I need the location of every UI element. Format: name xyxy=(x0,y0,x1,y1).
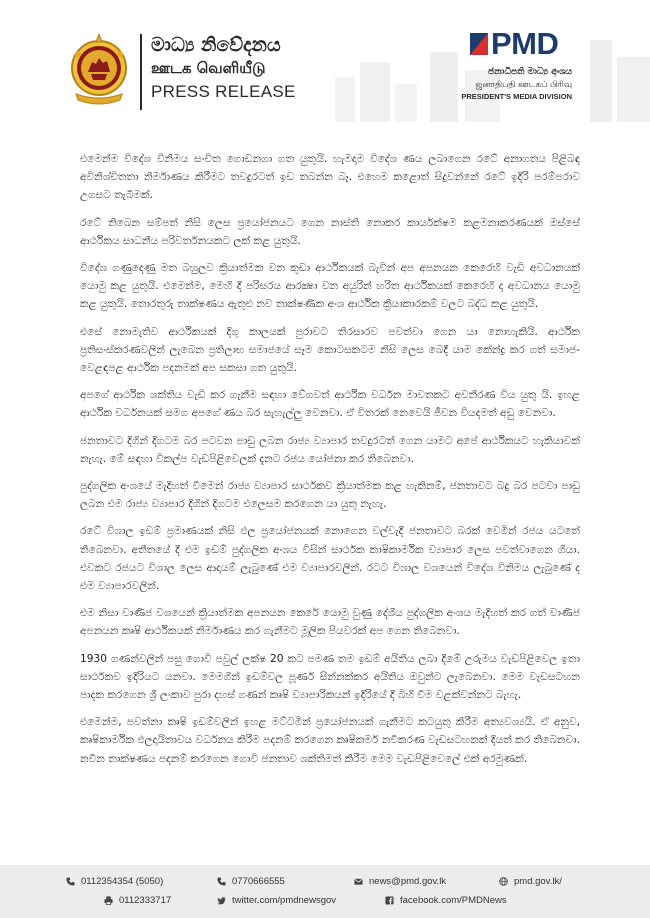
footer-fax-text: 0112333717 xyxy=(119,895,172,906)
email-icon xyxy=(354,877,363,886)
body-paragraph: පුද්ගලික අංශයේ මැදිහත් වීමෙන් රාජ්‍ය ව්‍යාපාර සාර්ථකව ක්‍රියාත්මක කළ හැකිනම්, ජනතාවට බදු බර පටවා පාඩු ලබන එම රාජ්‍ය ව්‍යාපාර දිගින් දිගටම එලෙසම කරගෙන යා යුතු නැහැ. xyxy=(80,480,580,511)
footer-twitter-text: twitter.com/pmdnewsgov xyxy=(232,895,337,906)
pmd-name-english: PRESIDENT'S MEDIA DIVISION xyxy=(461,92,572,101)
body-paragraph: විදේශ ගණුදෙණු මත බහුලව ක්‍රියාත්මක වන කුඩා ආර්ථිකයක් බැවින් අප අපනයන කෙරෙහි වැඩි අවධානයක් යොමු කළ යුතුයි. එමෙන්ම, මෙහි දී පරිසරය ආරක්‍ෂා වන අයුරින් හරිත ආර්ථිකයක් කෙරෙහි ද අවධානය යොමු කළ යුතුයි. තොරතුරු තාක්ෂණය ඇතුළු නව තාක්ෂණික අංශ ආර්ථික ක්‍රියාකාරකම් වලට බද්ධ කළ යුතුයි. xyxy=(80,262,580,311)
globe-icon xyxy=(499,877,508,886)
press-release-body xyxy=(80,150,580,777)
footer-website-text: pmd.gov.lk/ xyxy=(514,876,562,887)
fax-icon xyxy=(104,896,113,905)
phone-icon xyxy=(217,877,226,886)
pmd-brand-name: PMD xyxy=(491,26,559,61)
facebook-icon xyxy=(385,896,394,905)
press-release-header xyxy=(0,0,650,125)
phone-icon xyxy=(66,877,75,886)
press-release-title xyxy=(151,36,296,100)
footer-website[interactable] xyxy=(499,876,562,887)
footer-fax[interactable] xyxy=(104,895,171,906)
pmd-name-sinhala: ජනාධිපති මාධ්‍ය අංශය xyxy=(487,67,572,77)
title-english: PRESS RELEASE xyxy=(151,82,296,101)
footer-mobile[interactable] xyxy=(217,876,285,887)
body-paragraph: එමෙන්ම, පවත්නා කෘෂි ඉඩම්වලින් ඉහළ මට්ටමින් ප්‍රයෝජනයක් ගැනීමට කටයුතු කිරීම අත්‍යවශ්‍යයි. ඒ අනුව, කෘෂිකාර්මික ඵලදායිතාවය වර්ධනය කිරීම පදනම් කරගෙන කෘෂිකර්ම නවීකරණ වැඩසටහනක් දියත් කර තිබෙනවා. නවීන තාක්ෂණය පදනම් කරගෙන ගොවි ජනතාව ශක්තිමත් කිරීම මෙම වැඩපිළිවෙලේ එක් අරමුණක්. xyxy=(80,716,580,765)
body-paragraph: ජනතාවට දිගින් දිගටම බර පටවන පාඩු ලබන රාජ්‍ය ව්‍යාපාර තවදුරටත් ගෙන යාමට අපේ ආර්ථිකයට හැකියාවක් නැහැ. මේ සඳහා විකල්ප වැඩපිළිවෙලක් දැනට රජය යෝජනා කර තිබෙනවා. xyxy=(80,434,580,465)
header-divider xyxy=(140,34,142,110)
body-paragraph: රටේ විශාල ඉඩම් ප්‍රමාණයක් නිසි ඵල ප්‍රයෝජනයක් නොගෙන වල්වැදී ජනතාවට බරක් වෙමින් රජය යටතේ තිබෙනවා. අතීතයේ දී එම ඉඩම් පුද්ගලික අංශය විසින් සාර්ථක කාෂිකාර්මික ව්‍යාපාර ලෙස පවත්වාගෙන ගියා. එවකට රජයට විශාල ලෙස ආදායම් ලැබුණේ එම ව්‍යාපාරවලින්. රටට විශාල වශයෙන් විදේශ විනිමය ලැබුණේ ද එම ව්‍යාපාරවලින්. xyxy=(80,525,580,593)
footer-mobile-text: 0770666555 xyxy=(232,876,285,887)
pmd-logo-icon xyxy=(470,33,488,55)
sri-lanka-emblem-icon xyxy=(66,30,132,110)
footer-phone-primary-text: 0112354354 (5050) xyxy=(81,876,164,887)
footer-email-text: news@pmd.gov.lk xyxy=(369,876,447,887)
body-paragraph: රටේ තිබෙන සම්පත් නිසි ලෙස ප්‍රයෝජනයට ගෙන නාස්ති නොකර කාර්යක්ෂම කළමනාකරණයක් ඔස්සේ ආර්ථිකය සාධනීය පරිවර්තනයකට ලක් කළ යුතුයි. xyxy=(80,216,580,247)
contact-footer xyxy=(0,865,650,918)
body-paragraph: 1930 ගණන්වලින් පසු ගොවි පවුල් ලක්ෂ 20 කට පමණ තම ඉඩම් අයිතිය ලබා දීමේ උරුමය වැඩපිළිවෙල ඉතා සාර්ථකව ඉදිරියට යනවා. මෙමගින් ඉඩම්වල පූර්ණ සින්නක්කර අයිතිය ඔවුන්ට ලැබෙනවා. මෙම වැඩසටහන පාදක කරගෙන ශ්‍රී ලංකාව පුරා දහස් ගණන් කෘෂි ව්‍යාපාරිකයන් ඉදිරියේ දී බිහි වීම වළක්වන්නට බැහැ. xyxy=(80,652,580,702)
footer-phone-primary[interactable] xyxy=(66,876,163,887)
footer-twitter[interactable] xyxy=(217,895,336,906)
footer-email[interactable] xyxy=(354,876,446,887)
body-paragraph: අපගේ ආර්ථික ශක්තිය වැඩි කර ගැනීම සඳහා වේගවත් ආර්ථික වර්ධන මාවතකට අවතීරණ විය යුතු යි. ඉහළ ආර්ථික වර්ධනයක් සමග අපගේ ණය බර සැහැල්ලු වෙනවා. ඒ විතරක් නෙවෙයි ජීවන වියදමත් අඩු වෙනවා. xyxy=(80,389,580,420)
body-paragraph: එමෙන්ම විදේශ විනිමය සංචිත ගොඩනගා ගත යුතුයි. හැමදාම විදේශ ණය ලබාගෙන රටේ අනාගතය පිළිබඳ අවිනිශ්චිතතා නිර්මාණය කිරීමට තවදුරටත් ඉඩ තබන්න බෑ. එහෙම කළොත් සිදුවන්නේ රටේ ඉදිරි පරම්පරාව උගසට තැබීමක්. xyxy=(80,153,580,202)
footer-facebook-text: facebook.com/PMDNews xyxy=(400,895,507,906)
title-tamil: ஊடக வெளியீடு xyxy=(151,59,266,77)
body-paragraph: එසේ නොමැතිව ආර්ථිකයක් දිගු කාලයක් පුරාවට තිරසාරව පවත්වා ගෙන යා නොහැකියි. ආර්ථික ප්‍රතිසංස්කරණවලින් ලැබෙන ප්‍රතිලාභ සමාජයේ සෑම කොටසකටම නිසි ලෙස බෙදී යාම කේන්ද්‍ර කර ගත් සමාජ-වෙළඳපළ ආර්ථික පදනමක් අප සකසා ගත යුතුයි. xyxy=(80,325,580,375)
twitter-icon xyxy=(217,896,226,905)
pmd-name-tamil: ஜனாதிபதி ஊடகப் பிரிவு xyxy=(475,80,572,90)
footer-facebook[interactable] xyxy=(385,895,507,906)
body-paragraph: එම නිසා වාණිජ වශයෙන් ක්‍රියාත්මක අපනයන කෙරේ යොමු වුණු දේශීය පුද්ගලික අංශය මැදිහත් කර ගත් වාණිජ අපනයන කෘෂි ආර්ථිකයක් නිර්මාණය කර ගැනීමට මූලික පියවරක් අප ගෙන තිබෙනවා. xyxy=(80,607,580,638)
title-sinhala: මාධ්‍ය නිවේදනය xyxy=(151,34,281,56)
